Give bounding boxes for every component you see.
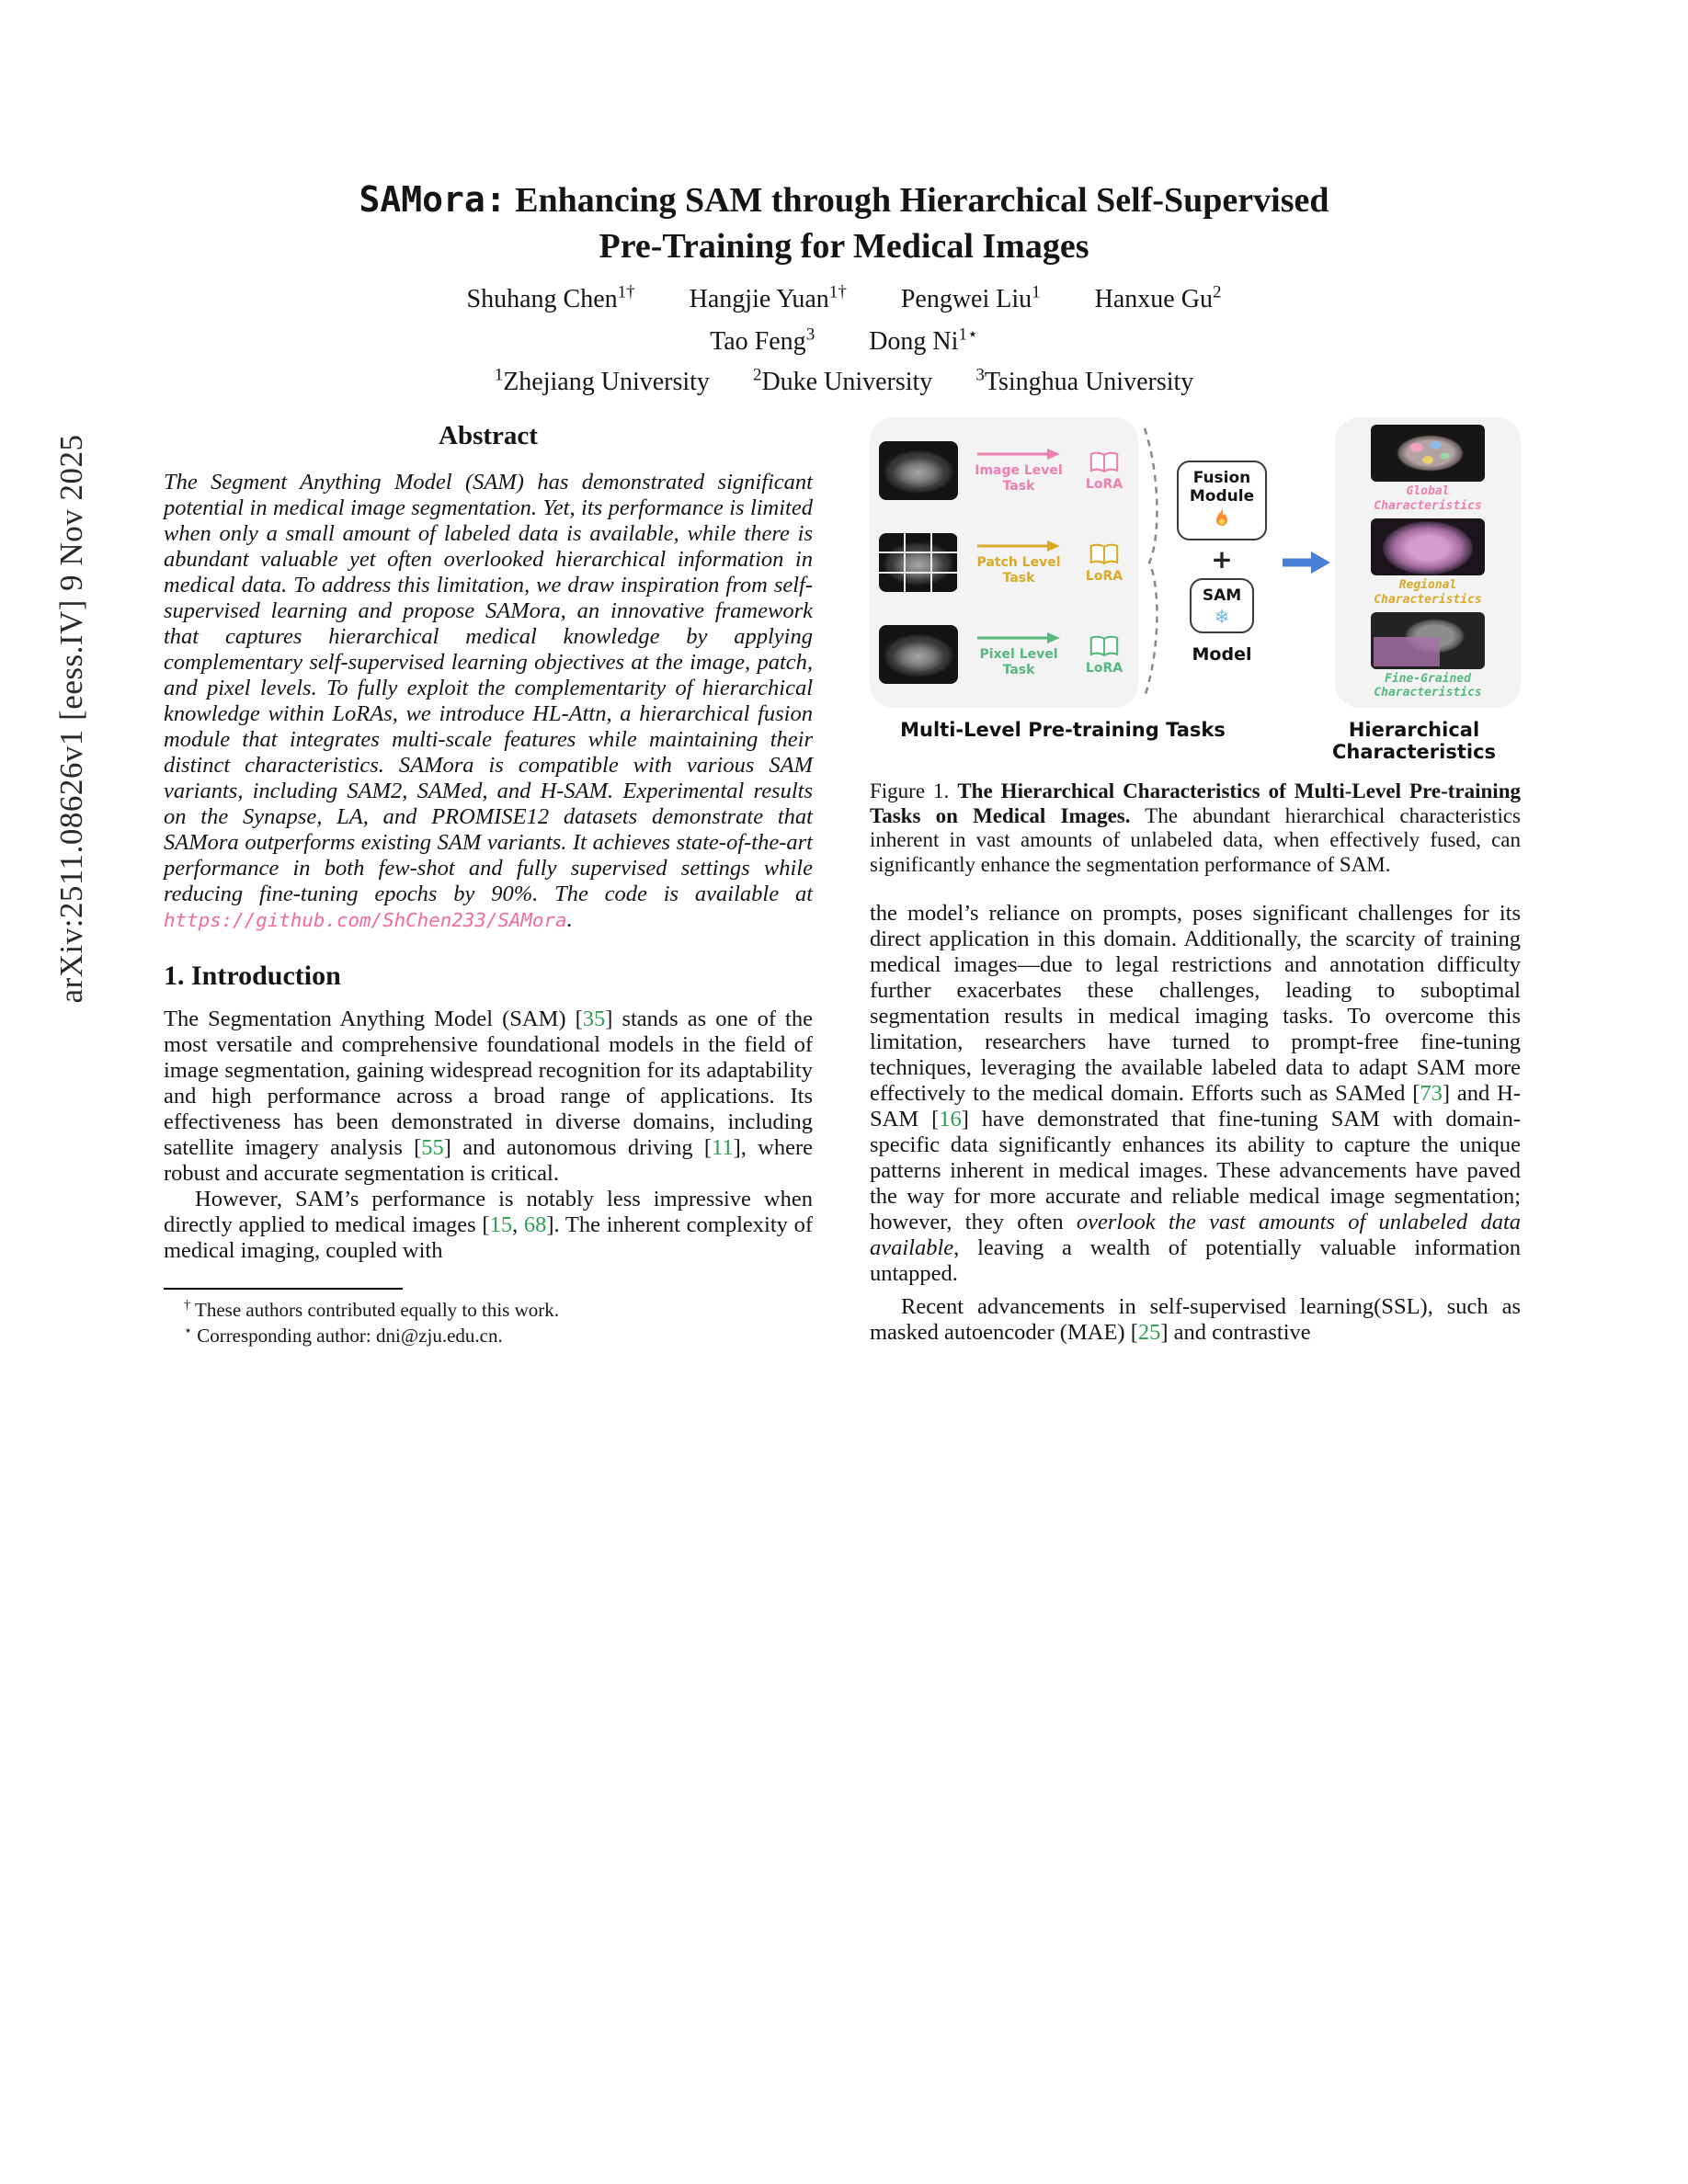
- characteristic-global: [1371, 425, 1485, 513]
- text-run: ] have demonstrated that fine-tuning SAM with domain-specific data significantly enhances its ability to capture the unique patterns inherent in medical images. These advancements have paved the way for more accurate and reliable medical image segmentation; however, they often: [870, 1107, 1521, 1234]
- affiliation-mark: 3: [975, 365, 985, 385]
- title-line-1-text: Enhancing SAM through Hierarchical Self-Supervised: [506, 181, 1329, 220]
- text-run: The Hierarchical Characteristics of Multi-Level Pre-training Tasks on Medical Images.: [870, 779, 1521, 827]
- fusion-module-label-line-2: Module: [1189, 486, 1255, 506]
- citation-15[interactable]: 15: [489, 1212, 513, 1237]
- author-name: Hanxue Gu: [1094, 285, 1213, 313]
- affiliation-duke: [752, 365, 933, 396]
- author-name: Shuhang Chen: [466, 285, 618, 313]
- regional-characteristics-image: [1371, 518, 1485, 575]
- authors-row-1: [0, 282, 1688, 314]
- arrow-with-label: [971, 631, 1066, 677]
- model-label: Model: [1192, 643, 1252, 665]
- citation-35[interactable]: 35: [582, 1007, 606, 1031]
- arrow-right-icon: [975, 448, 1062, 461]
- lora-book-icon: [1089, 450, 1120, 475]
- author-tao-feng: [710, 324, 815, 356]
- page-title: [0, 176, 1688, 269]
- text-run: ] stands as one of the most versatile and comprehensive foundational models in the field of image segmentation, gaining widespread recognition for its adaptability and high performance across a broad range of applications. Its effectiveness has been demonstrated in diverse domains, including satellite imagery analysis [: [164, 1007, 813, 1160]
- snowflake-icon: ❄: [1214, 605, 1230, 628]
- citation-68[interactable]: 68: [523, 1212, 547, 1237]
- lora-label: LoRA: [1085, 568, 1123, 584]
- author-affiliation-mark: 1: [1032, 282, 1041, 302]
- affiliation-mark: 1: [494, 365, 504, 385]
- arrow-right-icon: [975, 631, 1062, 644]
- ct-scan-patched-image: [879, 533, 958, 592]
- author-affiliation-mark: 3: [805, 324, 815, 345]
- characteristic-label-line-2: Characteristics: [1374, 592, 1482, 607]
- citation-73[interactable]: 73: [1420, 1081, 1443, 1106]
- authors-row-2: [0, 324, 1688, 357]
- rightcol-paragraph-2: [870, 1294, 1521, 1346]
- intro-paragraph-2: [164, 1187, 813, 1264]
- model-column: [1164, 461, 1280, 664]
- text-run: the model’s reliance on prompts, poses significant challenges for its direct application in this domain. Additionally, the scarcity of training medical images—due to legal restrictions and annotation difficulty further exacerbates these challenges, leading to suboptimal segmentation results in medical imaging tasks. To overcome this limitation, researchers have turned to prompt-free fine-tuning techniques, leveraging the available labeled data to adapt SAM more effectively to the medical domain. Efforts such as SAMed [: [870, 901, 1521, 1106]
- figure-right-footer: Hierarchical Characteristics: [1331, 719, 1497, 763]
- footnote-corresponding-author: [164, 1325, 813, 1348]
- author-pengwei-liu: [900, 282, 1041, 313]
- text-run: ] and H-SAM [: [870, 1081, 1521, 1132]
- abstract-heading: Abstract: [439, 421, 538, 450]
- pretraining-tasks-panel: [870, 417, 1138, 708]
- characteristic-label-line-1: Fine-Grained: [1385, 671, 1471, 686]
- affiliations-row: [0, 365, 1688, 397]
- lora-book-icon: [1089, 542, 1120, 567]
- characteristic-label-line-1: Global: [1406, 484, 1450, 498]
- ct-scan-image: [879, 441, 958, 500]
- author-affiliation-mark: 1†: [828, 282, 847, 302]
- rightcol-paragraph-1: [870, 901, 1521, 1287]
- text-run: ] and contrastive: [1160, 1320, 1311, 1345]
- characteristic-label: [1374, 672, 1481, 700]
- title-code-part: SAMora:: [359, 179, 507, 220]
- footnote-equal-contribution: [164, 1299, 813, 1322]
- affiliation-zhejiang: [494, 365, 710, 396]
- characteristics-panel: [1335, 417, 1521, 708]
- characteristic-regional: [1371, 518, 1485, 607]
- fusion-module-label-line-1: Fusion: [1192, 469, 1251, 488]
- text-run: ], where robust and accurate segmentation is critical.: [164, 1135, 813, 1186]
- citation-16[interactable]: 16: [939, 1107, 962, 1132]
- characteristic-label: [1374, 484, 1481, 513]
- arxiv-watermark: arXiv:2511.08626v1 [eess.IV] 9 Nov 2025: [53, 434, 89, 1004]
- text-run: The abundant hierarchical characteristics inherent in vast amounts of unlabeled data, when effectively fused, can significantly enhance the segmentation performance of SAM.: [870, 803, 1521, 876]
- text-run: overlook the vast amounts of unlabeled data available: [870, 1210, 1522, 1260]
- task-label-line-2: Task: [1002, 570, 1035, 586]
- lora-label: LoRA: [1085, 660, 1123, 676]
- task-label: [975, 463, 1062, 493]
- lora-adapter: [1079, 634, 1129, 676]
- footnote-block: [164, 1288, 813, 1348]
- lora-label: LoRA: [1085, 476, 1123, 492]
- author-shuhang-chen: [466, 282, 635, 313]
- flow-arrow-icon: [1282, 550, 1331, 575]
- text-run: However, SAM’s performance is notably less impressive when directly applied to medical images [: [164, 1187, 813, 1237]
- title-line-1: [0, 176, 1688, 223]
- characteristic-label-line-2: Characteristics: [1374, 686, 1482, 700]
- text-run: The Segmentation Anything Model (SAM) [: [164, 1007, 583, 1031]
- text-run: Figure 1.: [870, 779, 958, 802]
- abstract-text: [164, 470, 813, 933]
- left-column: [164, 415, 813, 1350]
- task-label: [979, 647, 1057, 677]
- fine-grained-characteristics-image: [1371, 612, 1485, 669]
- characteristic-fine-grained: [1371, 612, 1485, 700]
- affiliation-name: Zhejiang University: [503, 368, 710, 396]
- right-column: [870, 415, 1521, 1346]
- text-run: ] and autonomous driving [: [443, 1135, 713, 1160]
- code-url-link[interactable]: https://github.com/ShChen233/SAMora: [164, 909, 567, 931]
- sam-box: [1190, 578, 1254, 633]
- affiliation-tsinghua: [975, 365, 1194, 396]
- author-hanxue-gu: [1094, 282, 1222, 313]
- author-affiliation-mark: 1⋆: [958, 324, 978, 345]
- characteristic-label-line-2: Characteristics: [1374, 498, 1482, 513]
- figure-footer: [870, 719, 1521, 763]
- author-hangjie-yuan: [689, 282, 847, 313]
- task-label-line-1: Image Level: [975, 463, 1063, 479]
- lora-book-icon: [1089, 634, 1120, 659]
- author-name: Pengwei Liu: [900, 285, 1032, 313]
- figure-row: [870, 417, 1521, 708]
- arrow-with-label: [971, 448, 1066, 493]
- text-run: ]. The inherent complexity of medical imaging, coupled with: [164, 1212, 813, 1263]
- dashed-brace-icon: [1140, 425, 1162, 700]
- arrow-with-label: [971, 540, 1066, 585]
- author-affiliation-mark: 1†: [617, 282, 635, 302]
- text-run: The Segment Anything Model (SAM) has demonstrated significant potential in medical image segmentation. Yet, its performance is limited when only a small amount of labeled data is available, while there is abundant valuable yet often overlooked hierarchical information in medical data. To address this limitation, we draw inspiration from self-supervised learning and propose SAMora, an innovative framework that captures hierarchical medical knowledge by applying complementary self-supervised learning objectives at the image, patch, and pixel levels. To fully exploit the complementarity of hierarchical knowledge within LoRAs, we introduce HL-Attn, a hierarchical fusion module that integrates multi-scale features while maintaining their distinct characteristics. SAMora is compatible with various SAM variants, including SAM2, SAMed, and H-SAM. Experimental results on the Synapse, LA, and PROMISE12 datasets demonstrate that SAMora outperforms existing SAM variants. It achieves state-of-the-art performance in both few-shot and fully supervised settings while reducing fine-tuning epochs by 90%. The code is available at: [164, 470, 813, 906]
- author-dong-ni: [869, 324, 978, 356]
- task-label-line-1: Pixel Level: [979, 647, 1058, 663]
- characteristic-label-line-1: Regional: [1398, 577, 1457, 592]
- author-name: Tao Feng: [710, 327, 806, 356]
- citation-11[interactable]: 11: [712, 1135, 734, 1160]
- text-run: Corresponding author: dni@zju.edu.cn.: [191, 1325, 503, 1347]
- author-name: Hangjie Yuan: [689, 285, 829, 313]
- section-heading-introduction: 1. Introduction: [164, 961, 341, 991]
- affiliation-mark: 2: [752, 365, 762, 385]
- plus-sign: +: [1211, 544, 1233, 575]
- arrow-right-icon: [975, 540, 1062, 552]
- task-row-pixel-level: [879, 610, 1129, 699]
- task-row-image-level: [879, 427, 1129, 515]
- figure-1: [870, 417, 1521, 763]
- task-row-patch-level: [879, 518, 1129, 607]
- author-name: Dong Ni: [869, 327, 959, 356]
- sam-label: SAM: [1202, 586, 1242, 606]
- affiliation-name: Duke University: [761, 368, 933, 396]
- fusion-module-box: [1177, 461, 1267, 540]
- lora-adapter: [1079, 450, 1129, 492]
- characteristic-label: [1374, 578, 1481, 607]
- global-characteristics-image: [1371, 425, 1485, 482]
- footnote-rule: [164, 1288, 403, 1290]
- text-run: These authors contributed equally to this work.: [190, 1299, 560, 1321]
- text-run: .: [566, 907, 573, 932]
- ct-scan-image: [879, 625, 958, 684]
- lora-adapter: [1079, 542, 1129, 584]
- figure-left-footer: Multi-Level Pre-training Tasks: [900, 719, 1226, 741]
- text-run: †: [184, 1298, 191, 1313]
- citation-25[interactable]: 25: [1137, 1320, 1161, 1345]
- author-affiliation-mark: 2: [1212, 282, 1222, 302]
- task-label-line-2: Task: [1002, 478, 1035, 494]
- citation-55[interactable]: 55: [421, 1135, 444, 1160]
- affiliation-name: Tsinghua University: [984, 368, 1194, 396]
- figure-caption: [870, 779, 1521, 877]
- fire-icon: [1213, 506, 1231, 529]
- text-run: ⋆: [184, 1324, 192, 1338]
- intro-paragraph-1: [164, 1007, 813, 1187]
- task-label-line-1: Patch Level: [976, 555, 1061, 571]
- text-run: Recent advancements in self-supervised learning(SSL), such as masked autoencoder (MAE) [: [870, 1294, 1521, 1345]
- task-label-line-2: Task: [1002, 662, 1035, 677]
- text-run: , leaving a wealth of potentially valuable information untapped.: [870, 1235, 1521, 1286]
- task-label: [977, 555, 1061, 585]
- title-line-2: Pre-Training for Medical Images: [599, 227, 1089, 266]
- text-run: ,: [512, 1212, 524, 1237]
